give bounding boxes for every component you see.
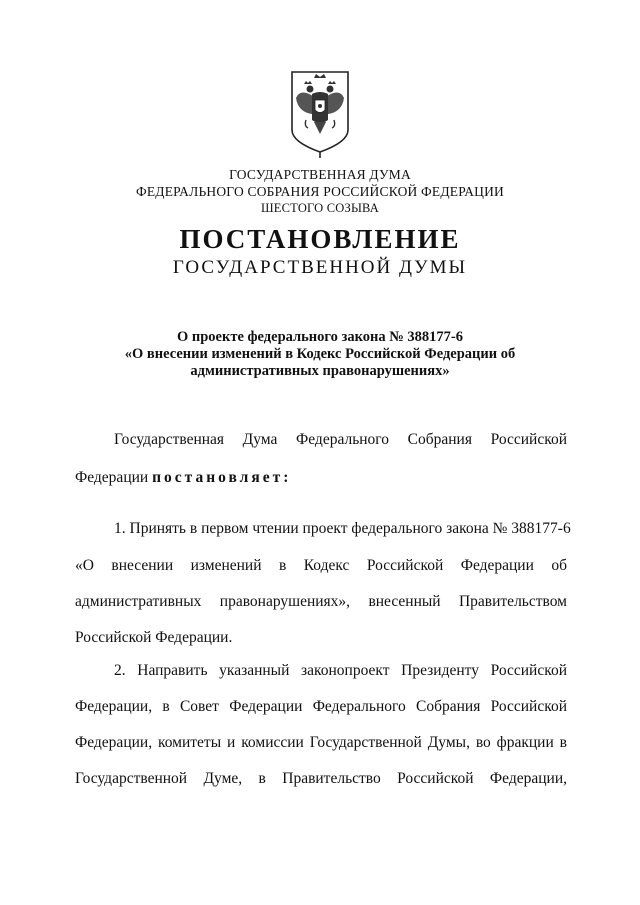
russian-coat-of-arms-icon <box>286 68 354 160</box>
item2-line-3: Федерации, комитеты и комиссии Государственной Думы, во фракции в <box>75 734 567 751</box>
item2-line-2: Федерации, в Совет Федерации Федерального Собрания Российской <box>75 698 567 715</box>
document-title: ПОСТАНОВЛЕНИЕ <box>179 224 461 254</box>
subject-line-1: О проекте федерального закона № 388177-6 <box>176 329 464 345</box>
preamble-line-2 <box>75 468 567 488</box>
header-line-1: ГОСУДАРСТВЕННАЯ ДУМА <box>229 167 411 182</box>
item1-line-1: 1. Принять в первом чтении проект федерального закона № 388177-6 <box>114 520 571 537</box>
item2-line-1: 2. Направить указанный законопроект Президенту Российской <box>114 662 567 679</box>
item1-line-3: административных правонарушениях», внесенный Правительством <box>75 593 567 610</box>
preamble-word: Федерации <box>75 469 149 486</box>
item1-line-4: Российской Федерации. <box>75 629 233 646</box>
preamble-line-1: Государственная Дума Федерального Собрания Российской <box>114 431 567 448</box>
subject-line-3: административных правонарушениях» <box>190 363 450 379</box>
item2-line-4: Государственной Думе, в Правительство Российской Федерации, <box>75 770 567 787</box>
header-line-3: ШЕСТОГО СОЗЫВА <box>260 201 380 215</box>
subject-line-2: «О внесении изменений в Кодекс Российской Федерации об <box>124 346 516 362</box>
resolution-verb: постановляет: <box>152 469 292 486</box>
item1-line-2: «О внесении изменений в Кодекс Российской Федерации об <box>75 557 567 574</box>
document-subtitle: ГОСУДАРСТВЕННОЙ ДУМЫ <box>172 257 468 278</box>
header-line-2: ФЕДЕРАЛЬНОГО СОБРАНИЯ РОССИЙСКОЙ ФЕДЕРАЦИИ <box>136 184 504 199</box>
